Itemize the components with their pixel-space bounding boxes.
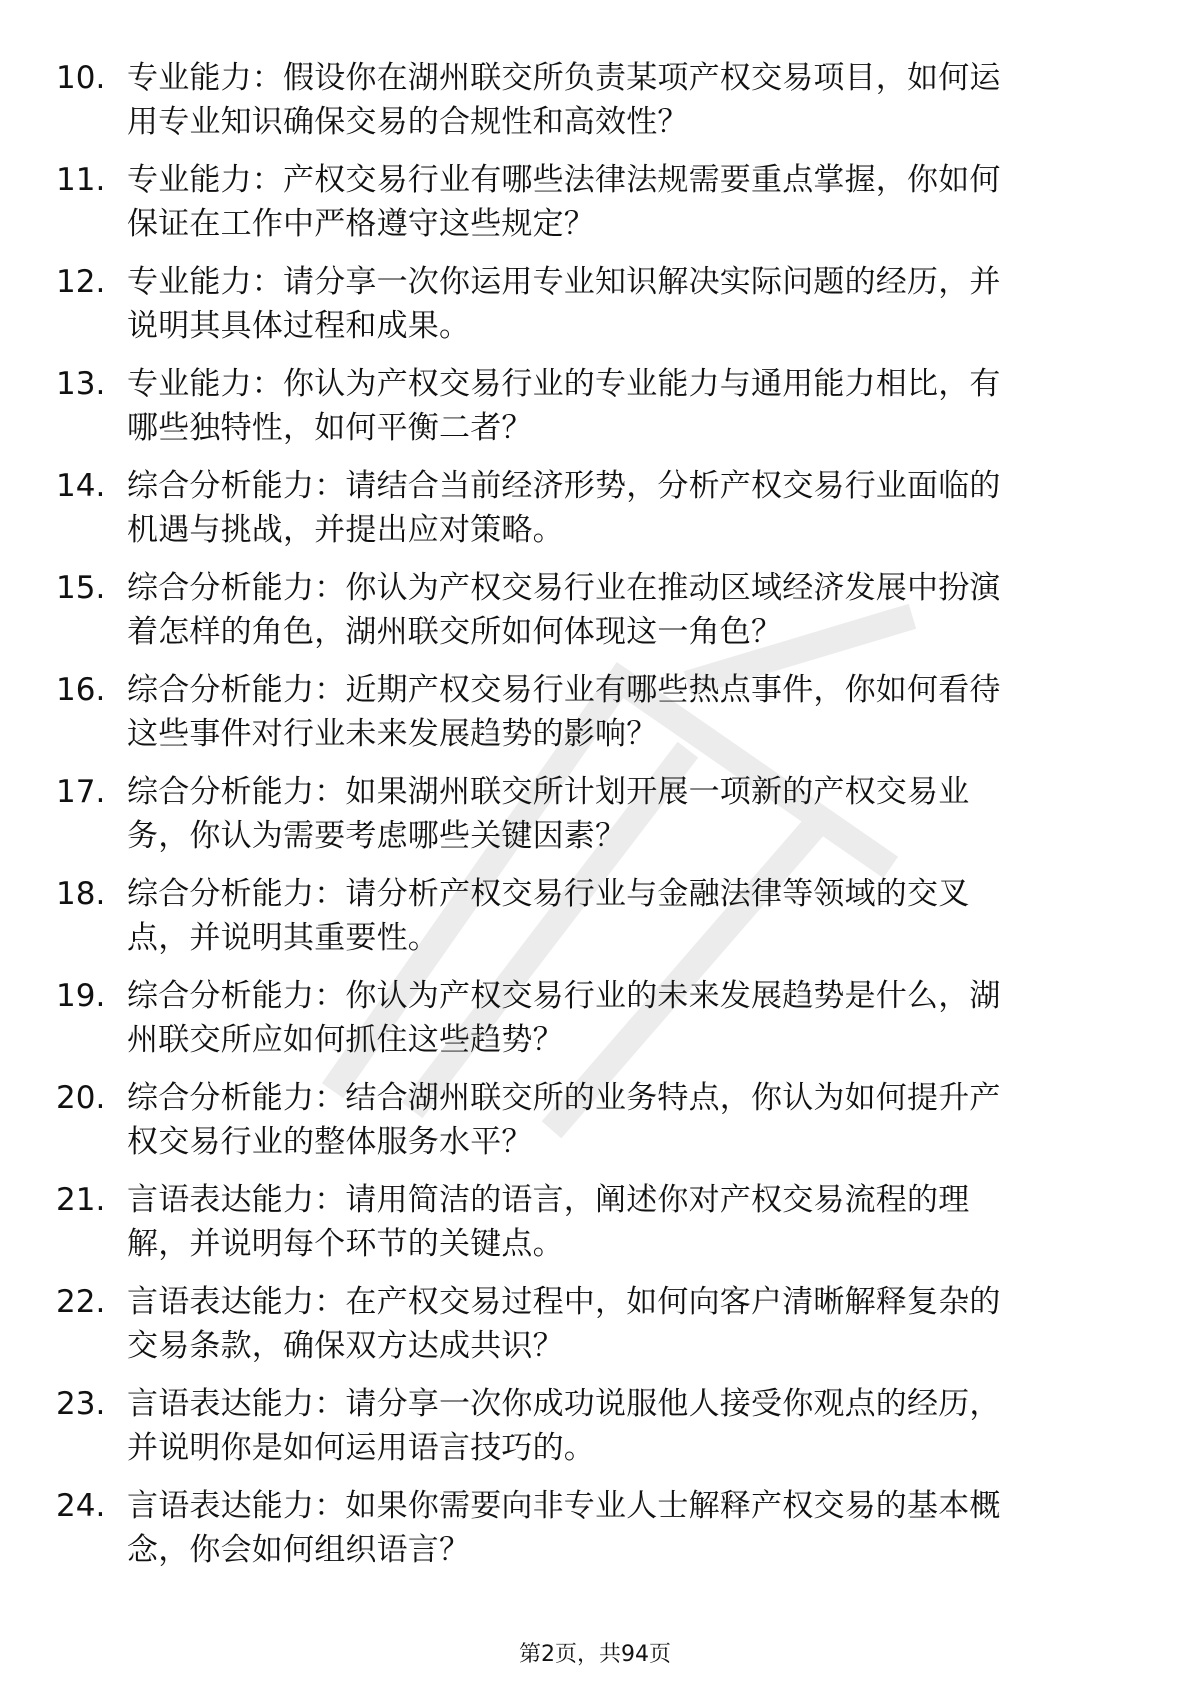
question-text-line2: 交易条款，确保双方达成共识？ [127,1328,564,1364]
question-item-20 [0,1076,1190,1186]
question-number: 10. [56,60,106,96]
question-number: 22. [56,1284,106,1320]
page-number-footer: 第2页，共94页 [519,1642,671,1667]
question-item-17 [0,770,1190,880]
question-text-line1: 言语表达能力：请分享一次你成功说服他人接受你观点的经历， [127,1386,1001,1422]
question-text-line2: 务，你认为需要考虑哪些关键因素？ [127,818,627,854]
question-number: 12. [56,264,106,300]
question-text-line1: 专业能力：请分享一次你运用专业知识解决实际问题的经历，并 [127,264,1001,300]
question-item-21 [0,1178,1190,1288]
question-item-22 [0,1280,1190,1390]
question-number: 13. [56,366,106,402]
question-text-line1: 综合分析能力：如果湖州联交所计划开展一项新的产权交易业 [127,774,970,810]
question-text-line2: 点，并说明其重要性。 [127,920,439,956]
question-item-18 [0,872,1190,982]
question-text-line2: 这些事件对行业未来发展趋势的影响？ [127,716,658,752]
question-text-line1: 综合分析能力：请结合当前经济形势，分析产权交易行业面临的 [127,468,1001,504]
question-text-line2: 保证在工作中严格遵守这些规定？ [127,206,595,242]
question-text-line1: 专业能力：产权交易行业有哪些法律法规需要重点掌握，你如何 [127,162,1001,198]
question-number: 17. [56,774,106,810]
question-item-13 [0,362,1190,472]
question-text-line2: 机遇与挑战，并提出应对策略。 [127,512,564,548]
question-number: 23. [56,1386,106,1422]
question-text-line1: 专业能力：你认为产权交易行业的专业能力与通用能力相比，有 [127,366,1001,402]
question-text-line1: 综合分析能力：请分析产权交易行业与金融法律等领域的交叉 [127,876,970,912]
question-item-12 [0,260,1190,370]
question-text-line1: 综合分析能力：你认为产权交易行业在推动区域经济发展中扮演 [127,570,1001,606]
question-text-line1: 言语表达能力：在产权交易过程中，如何向客户清晰解释复杂的 [127,1284,1001,1320]
question-text-line2: 权交易行业的整体服务水平？ [127,1124,533,1160]
question-number: 15. [56,570,106,606]
question-item-14 [0,464,1190,574]
question-text-line2: 并说明你是如何运用语言技巧的。 [127,1430,595,1466]
question-text-line2: 念，你会如何组织语言？ [127,1532,471,1568]
question-text-line2: 哪些独特性，如何平衡二者？ [127,410,533,446]
question-item-23 [0,1382,1190,1492]
question-item-15 [0,566,1190,676]
question-number: 16. [56,672,106,708]
question-text-line2: 用专业知识确保交易的合规性和高效性？ [127,104,689,140]
question-number: 20. [56,1080,106,1116]
question-number: 21. [56,1182,106,1218]
question-text-line2: 说明其具体过程和成果。 [127,308,471,344]
question-number: 18. [56,876,106,912]
question-text-line2: 州联交所应如何抓住这些趋势？ [127,1022,564,1058]
question-number: 11. [56,162,106,198]
question-text-line1: 综合分析能力：你认为产权交易行业的未来发展趋势是什么，湖 [127,978,1001,1014]
question-text-line2: 着怎样的角色，湖州联交所如何体现这一角色？ [127,614,783,650]
question-item-24 [0,1484,1190,1594]
question-text-line1: 综合分析能力：近期产权交易行业有哪些热点事件，你如何看待 [127,672,1001,708]
question-text-line1: 言语表达能力：如果你需要向非专业人士解释产权交易的基本概 [127,1488,1001,1524]
question-text-line1: 综合分析能力：结合湖州联交所的业务特点，你认为如何提升产 [127,1080,1001,1116]
question-text-line1: 专业能力：假设你在湖州联交所负责某项产权交易项目，如何运 [127,60,1001,96]
question-number: 24. [56,1488,106,1524]
question-item-11 [0,158,1190,268]
question-item-10 [0,56,1190,166]
question-item-19 [0,974,1190,1084]
question-text-line2: 解，并说明每个环节的关键点。 [127,1226,564,1262]
question-number: 19. [56,978,106,1014]
question-text-line1: 言语表达能力：请用简洁的语言，阐述你对产权交易流程的理 [127,1182,970,1218]
question-item-16 [0,668,1190,778]
question-number: 14. [56,468,106,504]
